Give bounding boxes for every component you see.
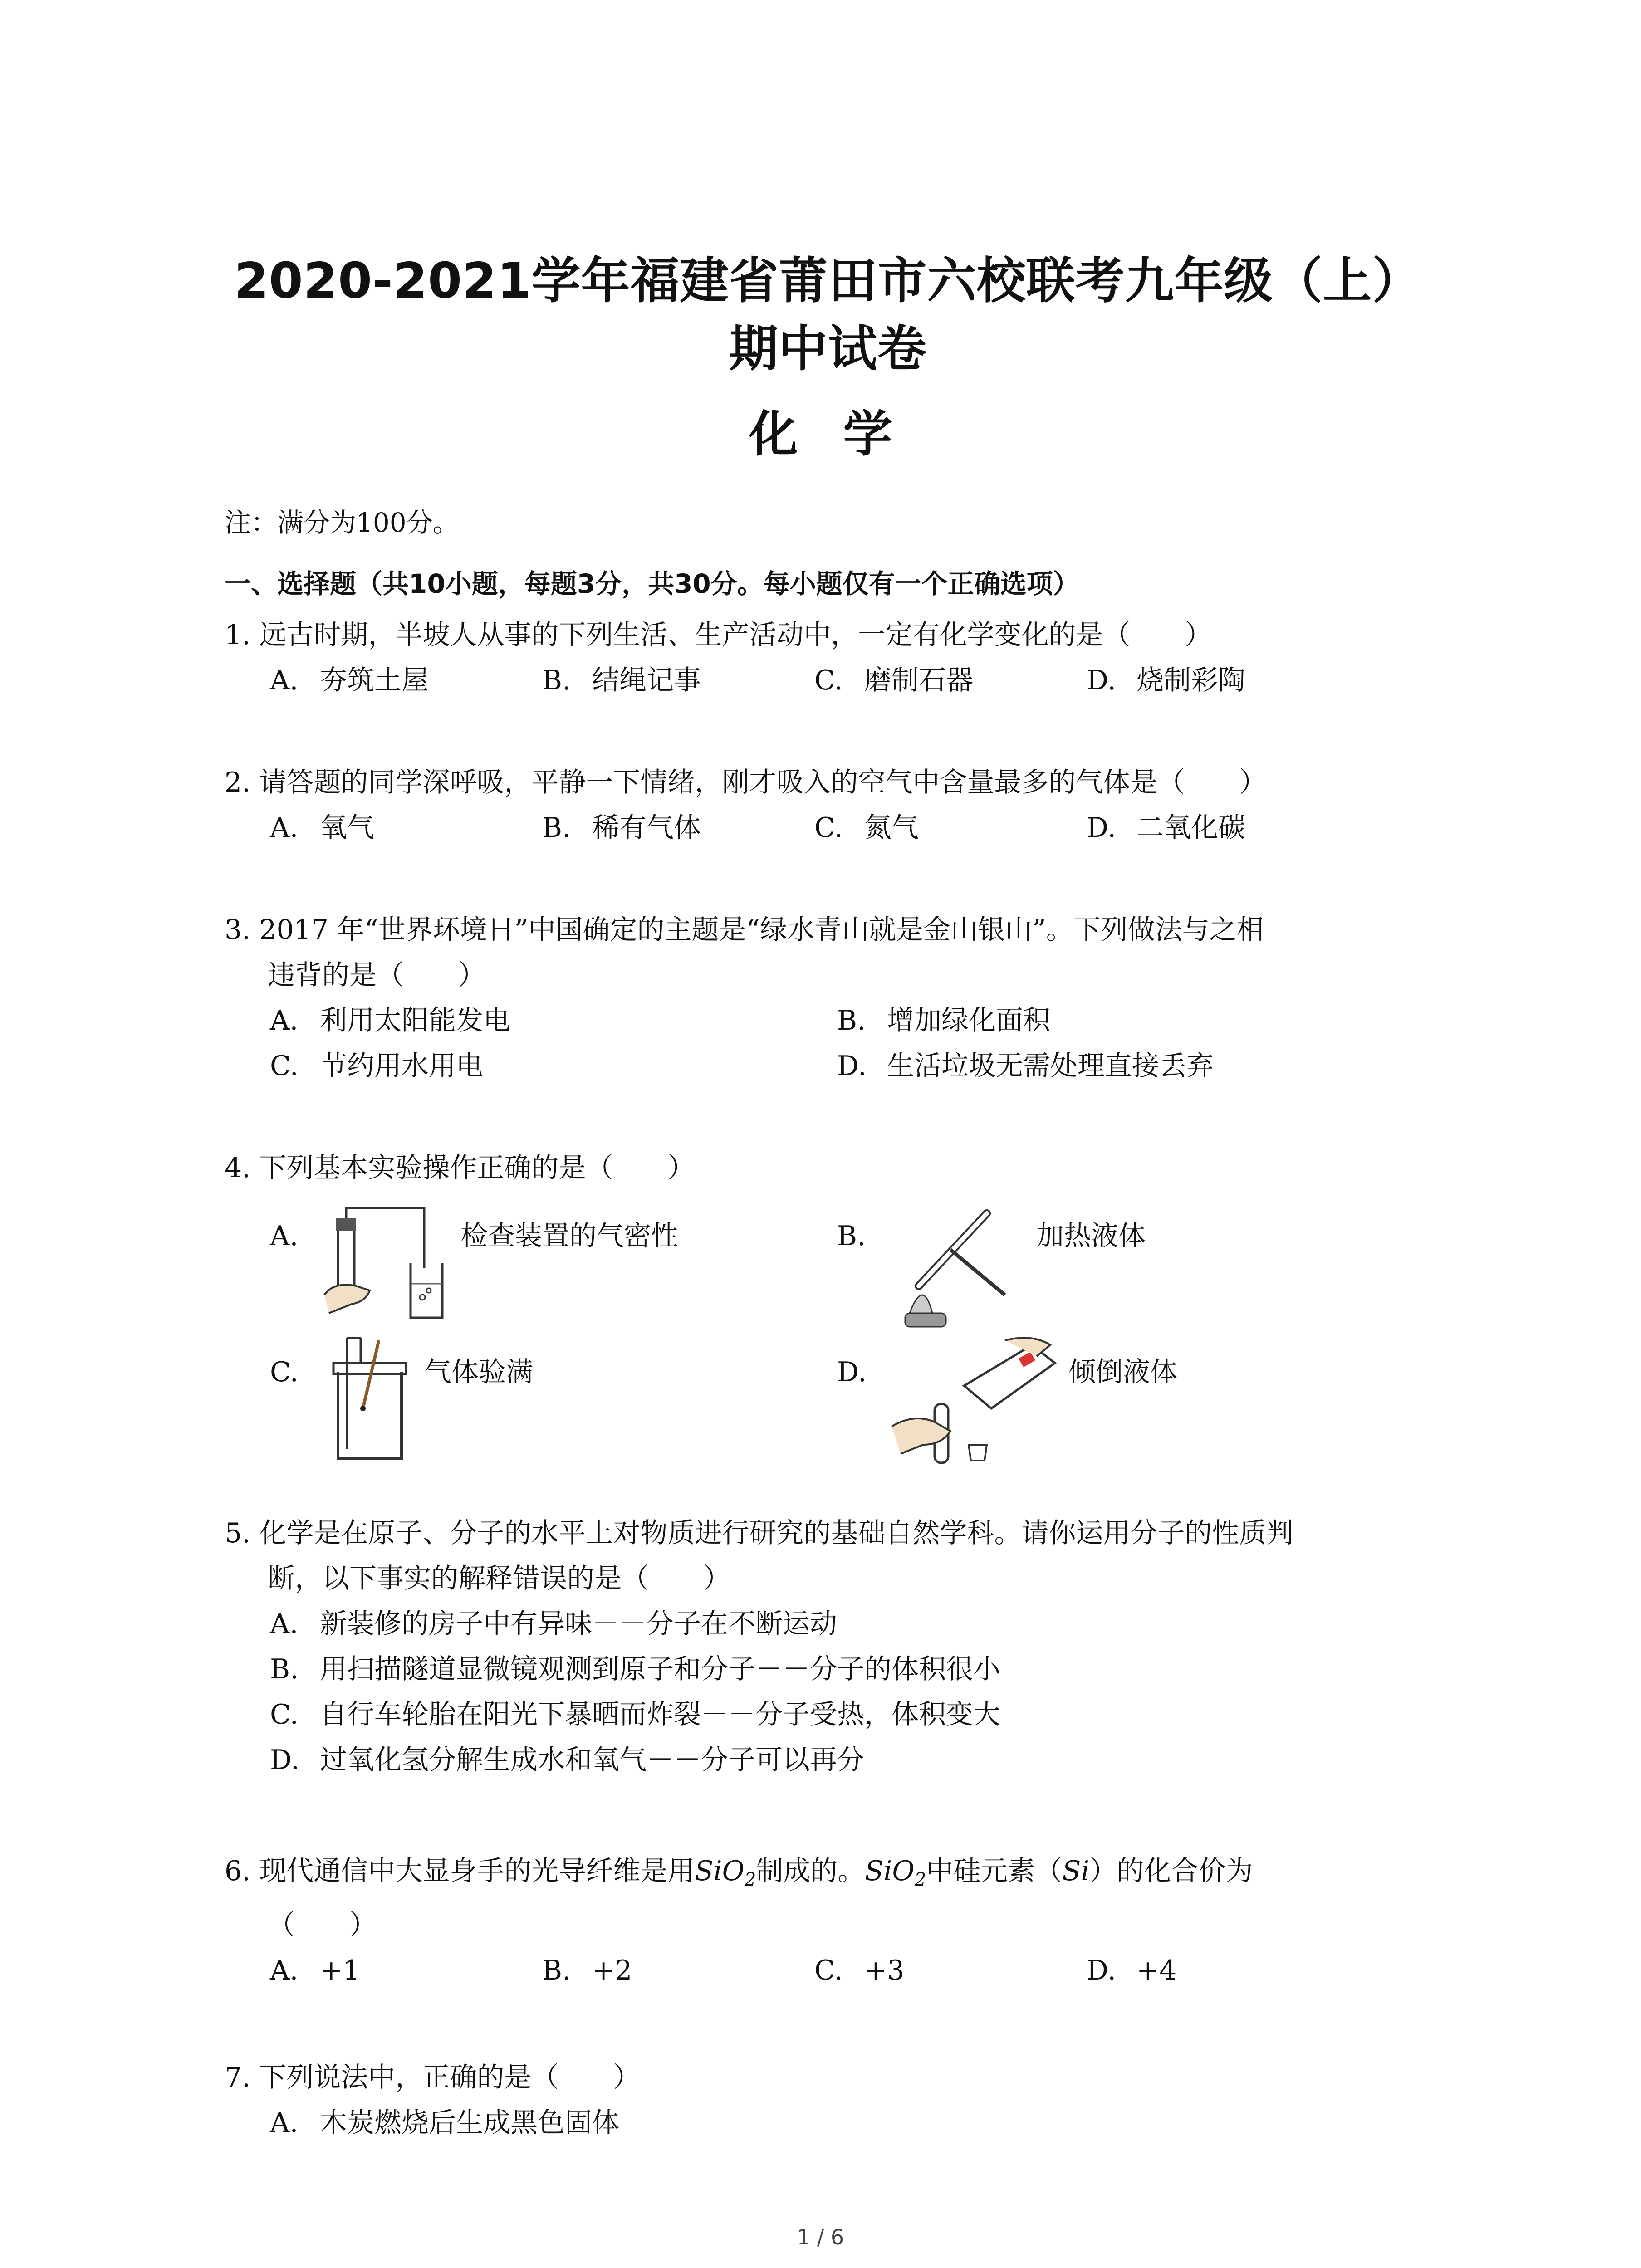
question-stem: 5. 化学是在原子、分子的水平上对物质进行研究的基础自然学科。请你运用分子的性质判: [225, 1517, 1294, 1549]
option-a: A. +1: [270, 1955, 360, 1986]
airtightness-check-icon: [320, 1200, 456, 1331]
pouring-liquid-icon: [882, 1336, 1073, 1472]
option-c: C. 氮气: [814, 812, 919, 844]
option-b: B. 稀有气体: [542, 812, 701, 844]
options-row: [225, 1948, 1450, 1993]
option-d: D. 倾倒液体: [837, 1336, 1381, 1472]
option-d: D. 二氧化碳: [1087, 812, 1245, 844]
option-row: [225, 1647, 1450, 1692]
question-stem-continued: 断，以下事实的解释错误的是（ ）: [268, 1563, 730, 1594]
question-stem: 1. 远古时期，半坡人从事的下列生活、生产活动中，一定有化学变化的是（ ）: [225, 619, 1212, 651]
exam-title: 2020-2021学年福建省莆田市六校联考九年级（上）期中试卷: [234, 253, 1422, 377]
question-4: [225, 1145, 1450, 1472]
option-c: C. +3: [814, 1955, 905, 1986]
option-a: A. 氧气: [270, 812, 374, 844]
option-row: [225, 1601, 1450, 1647]
question-stem: 7. 下列说法中，正确的是（ ）: [225, 2062, 641, 2093]
section-heading: 一、选择题（共10小题，每题3分，共30分。每小题仅有一个正确选项）: [225, 568, 1079, 599]
option-row: [225, 1692, 1450, 1737]
sio2-formula: SiO$_2$: [865, 1855, 926, 1890]
option-c: C. 气体验满: [270, 1336, 814, 1472]
score-note: 注：满分为100分。: [225, 507, 459, 538]
option-d: D. 过氧化氢分解生成水和氧气－－分子可以再分: [270, 1744, 864, 1776]
figure-options-row: [225, 1336, 1450, 1472]
silicon-symbol: Si: [1062, 1855, 1090, 1887]
option-a: A. 新装修的房子中有异味－－分子在不断运动: [270, 1608, 837, 1640]
question-stem: 6. 现代通信中大显身手的光导纤维是用SiO$_2$制成的。SiO$_2$中硅元素（Si）的化合价为: [225, 1855, 1253, 1890]
option-row: [225, 2100, 1450, 2146]
question-stem: 3. 2017 年“世界环境日”中国确定的主题是“绿水青山就是金山银山”。下列做法与之相: [225, 914, 1264, 946]
option-d: D. 烧制彩陶: [1087, 665, 1245, 696]
question-5: [225, 1510, 1450, 1783]
question-6: [225, 1848, 1450, 1993]
heating-liquid-icon: [882, 1200, 1019, 1336]
question-7: [225, 2055, 1450, 2146]
option-a: A. 夯筑土屋: [270, 665, 429, 696]
option-d: D. +4: [1087, 1955, 1177, 1986]
options-row: [225, 805, 1450, 850]
option-d: D. 生活垃圾无需处理直接丢弃: [837, 1050, 1214, 1082]
question-stem-continued: （ ）: [268, 1909, 377, 1941]
option-b: B. 增加绿化面积: [837, 1005, 1050, 1036]
options-row: [225, 658, 1450, 703]
option-b: B. 加热液体: [837, 1200, 1381, 1336]
option-c: C. 磨制石器: [814, 665, 973, 696]
question-stem: 4. 下列基本实验操作正确的是（ ）: [225, 1152, 695, 1184]
subject-heading: 化学: [749, 406, 938, 463]
options-row: [225, 1043, 1450, 1089]
option-b: B. 用扫描隧道显微镜观测到原子和分子－－分子的体积很小: [270, 1653, 1000, 1685]
option-b: B. 结绳记事: [542, 665, 701, 696]
gas-full-test-icon: [320, 1336, 429, 1467]
question-2: [225, 760, 1450, 850]
sio2-formula: SiO$_2$: [695, 1855, 756, 1890]
option-row: [225, 1737, 1450, 1783]
page-number: 1 / 6: [797, 2225, 844, 2249]
options-row: [225, 998, 1450, 1043]
option-a: A. 利用太阳能发电: [270, 1005, 510, 1036]
question-1: [225, 612, 1450, 703]
question-stem: 2. 请答题的同学深呼吸，平静一下情绪，刚才吸入的空气中含量最多的气体是（ ）: [225, 767, 1267, 798]
option-c: C. 节约用水用电: [270, 1050, 483, 1082]
question-stem-continued: 违背的是（ ）: [268, 959, 485, 991]
option-b: B. +2: [542, 1955, 632, 1986]
option-c: C. 自行车轮胎在阳光下暴晒而炸裂－－分子受热，体积变大: [270, 1699, 1000, 1730]
question-3: [225, 907, 1450, 1089]
option-a: A. 木炭燃烧后生成黑色固体: [270, 2107, 619, 2139]
option-a: A. 检查装置的气密性: [270, 1200, 814, 1336]
figure-options-row: [225, 1200, 1450, 1336]
